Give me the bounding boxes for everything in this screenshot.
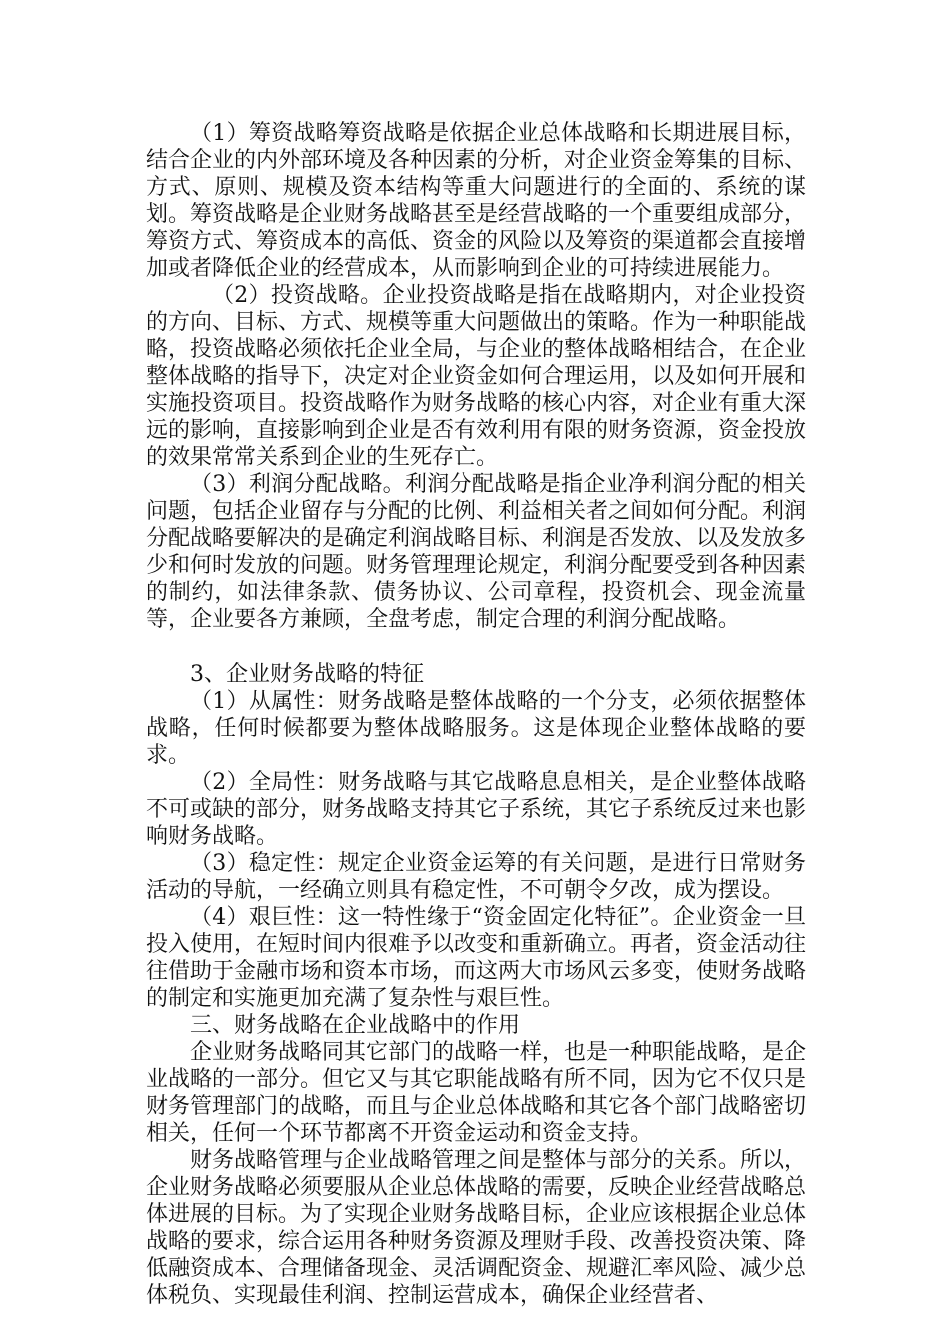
paragraph-difficulty: （4）艰巨性：这一特性缘于“资金固定化特征”。企业资金一旦投入使用，在短时间内很难予以改变和重新确立。再者，资金活动往往借助于金融市场和资本市场，而这两大市场风云多变，使财务战略的制定和实施更加充满了复杂性与艰巨性。 — [146, 905, 807, 1011]
paragraph-investment-strategy: （2）投资战略。企业投资战略是指在战略期内，对企业投资的方向、目标、方式、规模等重大问题做出的策略。作为一种职能战略，投资战略必须依托企业全局，与企业的整体战略相结合，在企业整体战略的指导下，决定对企业资金如何合理运用，以及如何开展和实施投资项目。投资战略作为财务战略的核心内容，对企业有重大深远的影响，直接影响到企业是否有效利用有限的财务资源，资金投放的效果常常关系到企业的生死存亡。 — [146, 283, 807, 470]
paragraph-whole-and-part: 财务战略管理与企业战略管理之间是整体与部分的关系。所以，企业财务战略必须要服从企业总体战略的需要，反映企业经营战略总体进展的目标。为了实现企业财务战略目标，企业应该根据企业总体战略的要求，综合运用各种财务资源及理财手段、改善投资决策、降低融资成本、合理储备现金、灵活调配资金、规避汇率风险、减少总体税负、实现最佳利润、控制运营成本，确保企业经营者、 — [146, 1148, 807, 1308]
document-body — [146, 120, 806, 1309]
paragraph-financing-strategy: （1）筹资战略筹资战略是依据企业总体战略和长期进展目标，结合企业的内外部环境及各种因素的分析，对企业资金筹集的目标、方式、原则、规模及资本结构等重大问题进行的全面的、系统的谋划。筹资战略是企业财务战略甚至是经营战略的一个重要组成部分，筹资方式、筹资成本的高低、资金的风险以及筹资的渠道都会直接增加或者降低企业的经营成本，从而影响到企业的可持续进展能力。 — [146, 121, 807, 281]
paragraph-overall-nature: （2）全局性：财务战略与其它战略息息相关，是企业整体战略不可或缺的部分，财务战略支持其它子系统，其它子系统反过来也影响财务战略。 — [146, 770, 807, 849]
section-heading-role: 三、财务战略在企业战略中的作用 — [190, 1013, 521, 1038]
paragraph-subordination: （1）从属性：财务战略是整体战略的一个分支，必须依据整体战略，任何时候都要为整体战略服务。这是体现企业整体战略的要求。 — [146, 689, 806, 768]
paragraph-spacer — [146, 633, 806, 661]
paragraph-functional-strategy: 企业财务战略同其它部门的战略一样，也是一种职能战略，是企业战略的一部分。但它又与其它职能战略有所不同，因为它不仅只是财务管理部门的战略，而且与企业总体战略和其它各个部门战略密切相关，任何一个环节都离不开资金运动和资金支持。 — [146, 1040, 807, 1146]
section-heading-characteristics: 3、企业财务战略的特征 — [190, 662, 424, 687]
paragraph-profit-distribution-strategy: （3）利润分配战略。利润分配战略是指企业净利润分配的相关问题，包括企业留存与分配的比例、利益相关者之间如何分配。利润分配战略要解决的是确定利润战略目标、利润是否发放、以及发放多少和何时发放的问题。财务管理理论规定，利润分配要受到各种因素的制约，如法律条款、债务协议、公司章程，投资机会、现金流量等，企业要各方兼顾，全盘考虑，制定合理的利润分配战略。 — [146, 472, 807, 632]
paragraph-stability: （3）稳定性：规定企业资金运筹的有关问题，是进行日常财务活动的导航，一经确立则具有稳定性，不可朝令夕改，成为摆设。 — [146, 851, 806, 903]
